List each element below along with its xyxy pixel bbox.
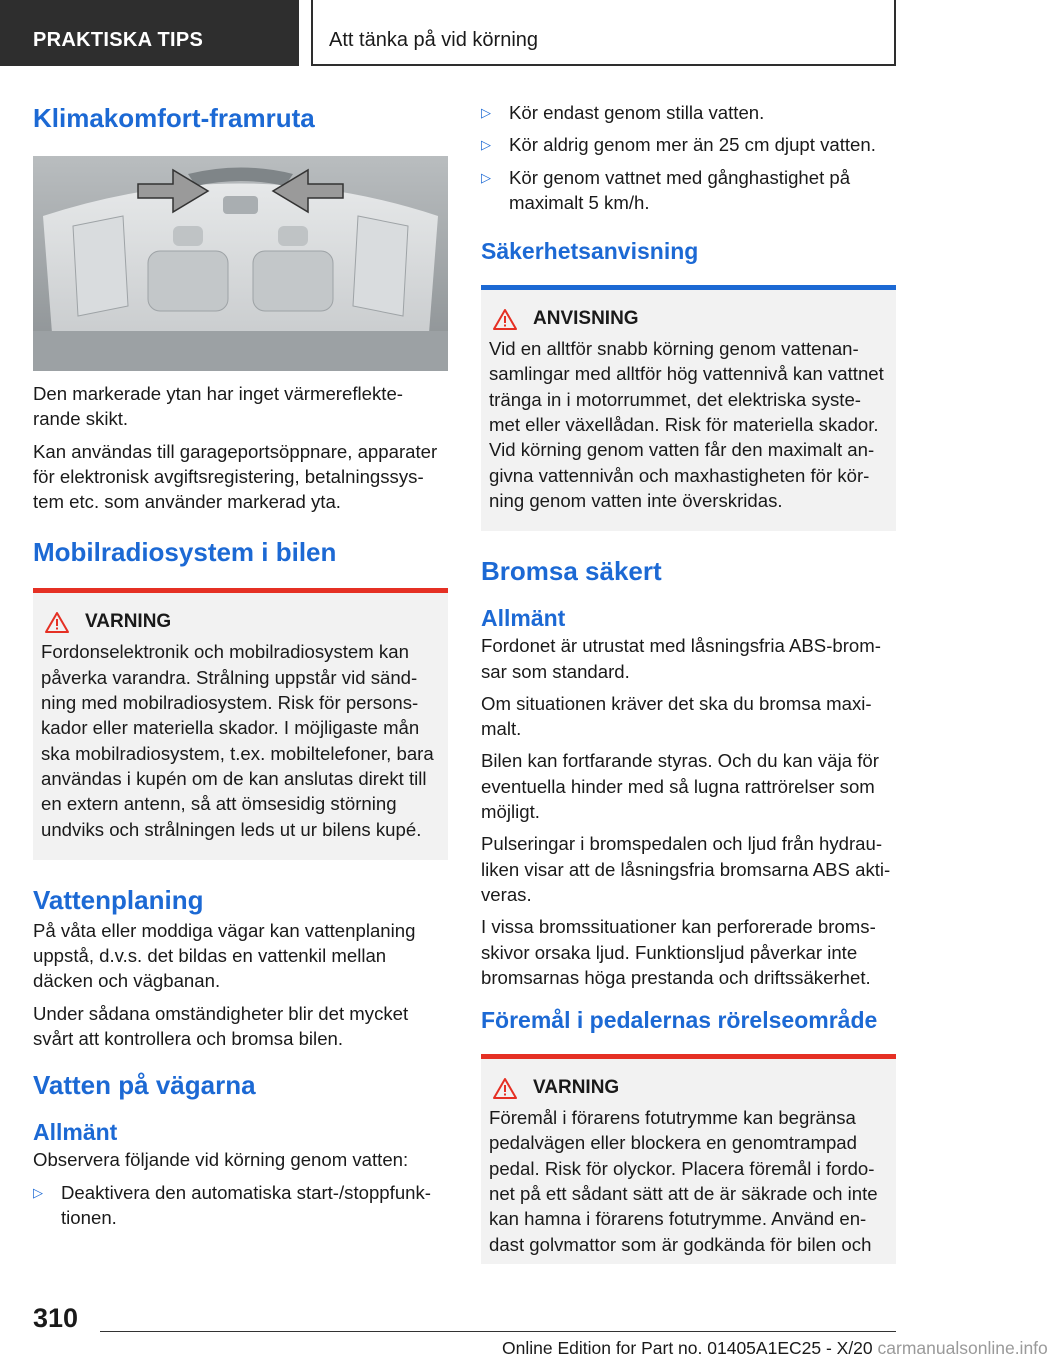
warning-label: VARNING xyxy=(85,611,172,633)
heading-klimakomfort: Klimakomfort-framruta xyxy=(33,103,315,133)
list-item: ▷ Kör genom vattnet med gånghastighet på maximalt 5 km/h. xyxy=(481,165,896,216)
notice-box-sakerhet xyxy=(481,285,896,531)
bromsa-text-5: I vissa bromssituationer kan perforerade broms-skivor orsaka ljud. Funktionsljud påverkar inte bromsarnas höga prestanda och driftssäkerhet. xyxy=(481,916,876,988)
warning-triangle-icon xyxy=(45,612,69,633)
triangle-bullet-icon: ▷ xyxy=(481,169,491,185)
bromsa-text-2: Om situationen kräver det ska du bromsa maxi-malt. xyxy=(481,692,872,740)
notice-text: Vid en alltför snabb körning genom vattenan-samlingar med alltför hög vattennivå kan vattnet tränga in i motorrummet, det elektriska syste-met eller växellådan. Risk för materiella skador. Vid körning genom vatten får den maximalt an-givna vattennivån och maxhastigheten för kör-ning genom vatten inte överskridas. xyxy=(489,338,884,511)
bromsa-text-4: Pulseringar i bromspedalen och ljud från hydrau-liken visar att de låsningsfria bromsarna ABS akti-veras. xyxy=(481,833,891,905)
vatten-text-1: Observera följande vid körning genom vatten: xyxy=(33,1149,409,1171)
heading-bromsa: Bromsa säkert xyxy=(481,556,662,587)
footer-edition-text: Online Edition for Part no. 01405A1EC25 - X/20 xyxy=(502,1338,873,1358)
heading-vattenplaning: Vattenplaning xyxy=(33,884,204,915)
warning-box-foremal xyxy=(481,1054,896,1264)
list-item: ▷ Kör aldrig genom mer än 25 cm djupt vatten. xyxy=(481,132,896,157)
notice-label: ANVISNING xyxy=(533,308,639,330)
klimakomfort-text-2: Kan användas till garageportsöppnare, apparater för elektronisk avgiftsregistering, betalningssys-tem etc. som använder markerad yta. xyxy=(33,440,438,513)
triangle-bullet-icon: ▷ xyxy=(481,105,491,120)
list-item: ▷ Kör endast genom stilla vatten. xyxy=(481,100,896,125)
heading-sakerhetsanvisning: Säkerhetsanvisning xyxy=(481,238,699,265)
heading-foremal: Föremål i pedalernas rörelseområde xyxy=(481,1007,878,1034)
list-item: ▷ Deaktivera den automatiska start-/stoppfunk-tionen. xyxy=(33,1180,448,1231)
windshield-photo xyxy=(33,156,448,371)
left-column xyxy=(33,100,448,1237)
right-column xyxy=(481,100,896,1264)
warning-triangle-icon xyxy=(493,309,517,330)
triangle-bullet-icon: ▷ xyxy=(33,1184,43,1200)
klimakomfort-text-1: Den markerade ytan har inget värmereflekte-rande skikt. xyxy=(33,383,403,430)
page-number: 310 xyxy=(33,1303,79,1333)
bromsa-text-3: Bilen kan fortfarande styras. Och du kan väja för eventuella hinder med så lugna rattrörelser som möjligt. xyxy=(481,750,879,823)
bromsa-text-1: Fordonet är utrustat med låsningsfria ABS-brom-sar som standard. xyxy=(481,635,881,682)
warning-box-mobilradio xyxy=(33,588,448,859)
header-section-tab: PRAKTISKA TIPS xyxy=(0,0,299,66)
warning-triangle-icon xyxy=(493,1078,517,1099)
warning-label: VARNING xyxy=(533,1077,620,1099)
header-chapter-title: Att tänka på vid körning xyxy=(311,0,896,66)
heading-mobilradio: Mobilradiosystem i bilen xyxy=(33,537,337,568)
subheading-allmant-bromsa: Allmänt xyxy=(481,605,566,632)
footer-edition xyxy=(502,1338,1048,1359)
footer-divider xyxy=(100,1331,896,1332)
footer-watermark: carmanualsonline.info xyxy=(877,1338,1048,1358)
triangle-bullet-icon: ▷ xyxy=(481,137,491,153)
subheading-allmant-vatten: Allmänt xyxy=(33,1119,118,1146)
vattenplaning-text-1: På våta eller moddiga vägar kan vattenplaning uppstå, d.v.s. det bildas en vattenkil mellan däcken och vägbanan. xyxy=(33,919,416,992)
warning-text-foremal: Föremål i förarens fotutrymme kan begränsa pedalvägen eller blockera en genomtrampad pedal. Risk för olyckor. Placera föremål i fordo-net på ett sådant sätt att de är säkrade och inte kan hamna i förarens fotutrymme. Använd en-dast golvmattor som är godkända för bilen och xyxy=(489,1107,878,1255)
vattenplaning-text-2: Under sådana omständigheter blir det mycket svårt att kontrollera och bromsa bilen. xyxy=(33,1002,409,1050)
warning-text-mobilradio: Fordonselektronik och mobilradiosystem kan påverka varandra. Strålning uppstår vid sänd-ning med mobilradiosystem. Risk för persons-kador eller materiella skador. I möjligaste mån ska mobilradiosystem, t.ex. mobiltelefoner, bara användas i kupén om de kan anslutas direkt till en extern antenn, så att ömsesidig störning undviks och strålningen leds ut ur bilens kupé. xyxy=(41,641,434,840)
heading-vatten-vagarna: Vatten på vägarna xyxy=(33,1070,256,1101)
